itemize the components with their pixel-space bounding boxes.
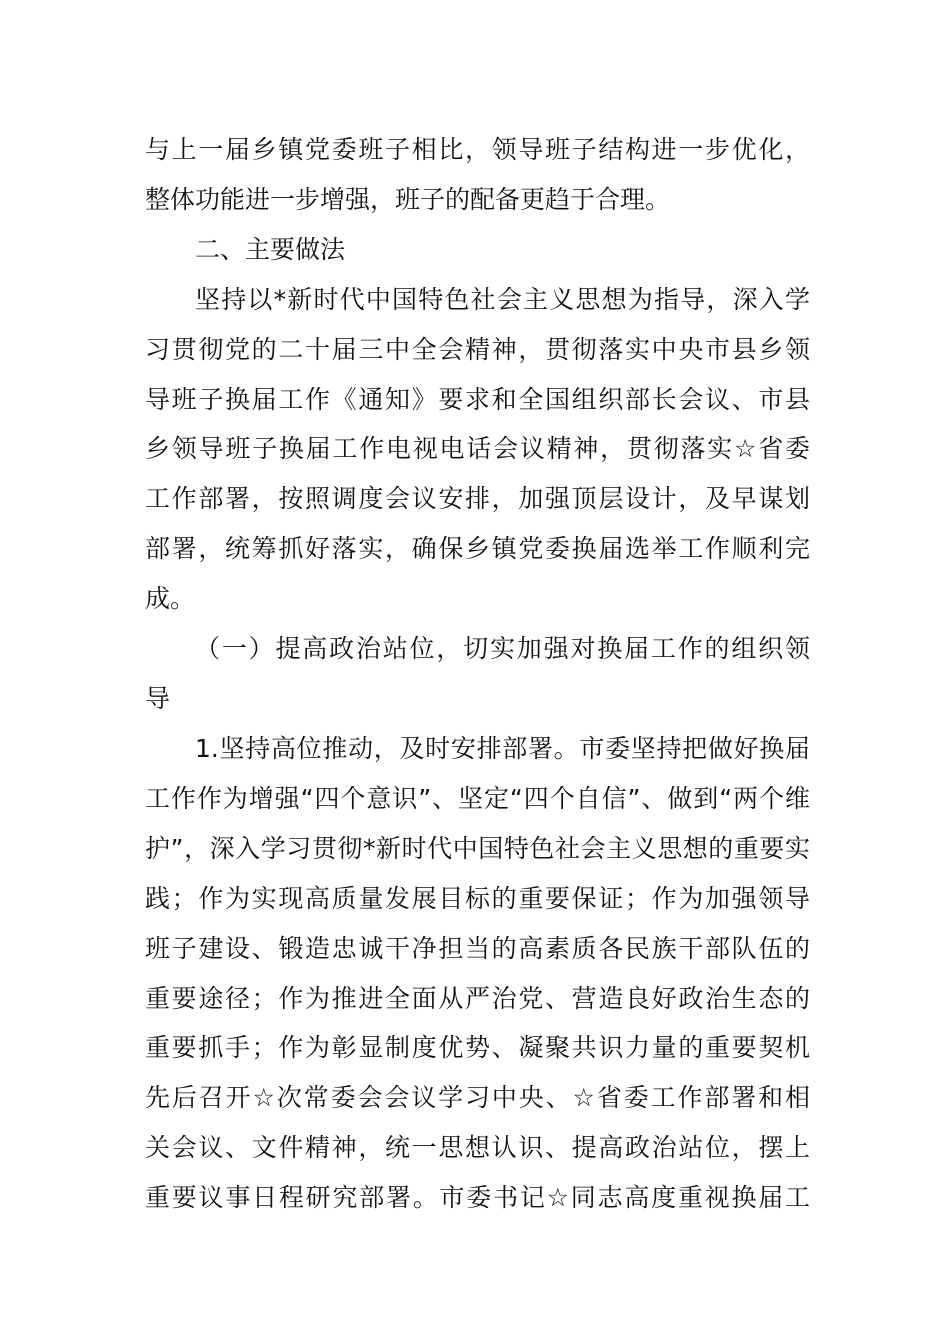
text-line-21: 关会议、文件精神，统一思想认识、提高政治站位，摆上 <box>145 1133 810 1162</box>
text-line-18: 重要途径；作为推进全面从严治党、营造良好政治生态的 <box>145 984 810 1013</box>
text-line-10: 成。 <box>145 584 196 613</box>
text-line-8: 工作部署，按照调度会议安排，加强顶层设计，及早谋划 <box>145 484 810 513</box>
subsection-heading-1: （一）提高政治站位，切实加强对换届工作的组织领 <box>195 634 810 663</box>
text-line-5: 习贯彻党的二十届三中全会精神，贯彻落实中央市县乡领 <box>145 335 810 364</box>
text-line-16: 践；作为实现高质量发展目标的重要保证；作为加强领导 <box>145 884 810 913</box>
text-line-6: 导班子换届工作《通知》要求和全国组织部长会议、市县 <box>145 385 810 414</box>
text-line-9: 部署，统筹抓好落实，确保乡镇党委换届选举工作顺利完 <box>145 534 810 563</box>
text-line-15: 护”，深入学习贯彻*新时代中国特色社会主义思想的重要实 <box>145 834 810 863</box>
section-heading-main-methods: 二、主要做法 <box>195 235 346 264</box>
text-line-2: 整体功能进一步增强，班子的配备更趋于合理。 <box>145 185 671 214</box>
text-line-4: 坚持以*新时代中国特色社会主义思想为指导，深入学 <box>195 285 810 314</box>
text-line-20: 先后召开☆次常委会会议学习中央、☆省委工作部署和相 <box>145 1083 810 1112</box>
text-line-14: 工作作为增强“四个意识”、坚定“四个自信”、做到“两个维 <box>145 784 810 813</box>
text-line-22: 重要议事日程研究部署。市委书记☆同志高度重视换届工 <box>145 1183 810 1212</box>
subsection-heading-1-cont: 导 <box>145 684 171 713</box>
text-line-7: 乡领导班子换届工作电视电话会议精神，贯彻落实☆省委 <box>145 434 810 463</box>
text-line-13: 1.坚持高位推动，及时安排部署。市委坚持把做好换届 <box>195 734 810 763</box>
text-line-1: 与上一届乡镇党委班子相比，领导班子结构进一步优化， <box>145 135 810 164</box>
text-line-17: 班子建设、锻造忠诚干净担当的高素质各民族干部队伍的 <box>145 934 810 963</box>
text-line-19: 重要抓手；作为彰显制度优势、凝聚共识力量的重要契机 <box>145 1033 810 1062</box>
